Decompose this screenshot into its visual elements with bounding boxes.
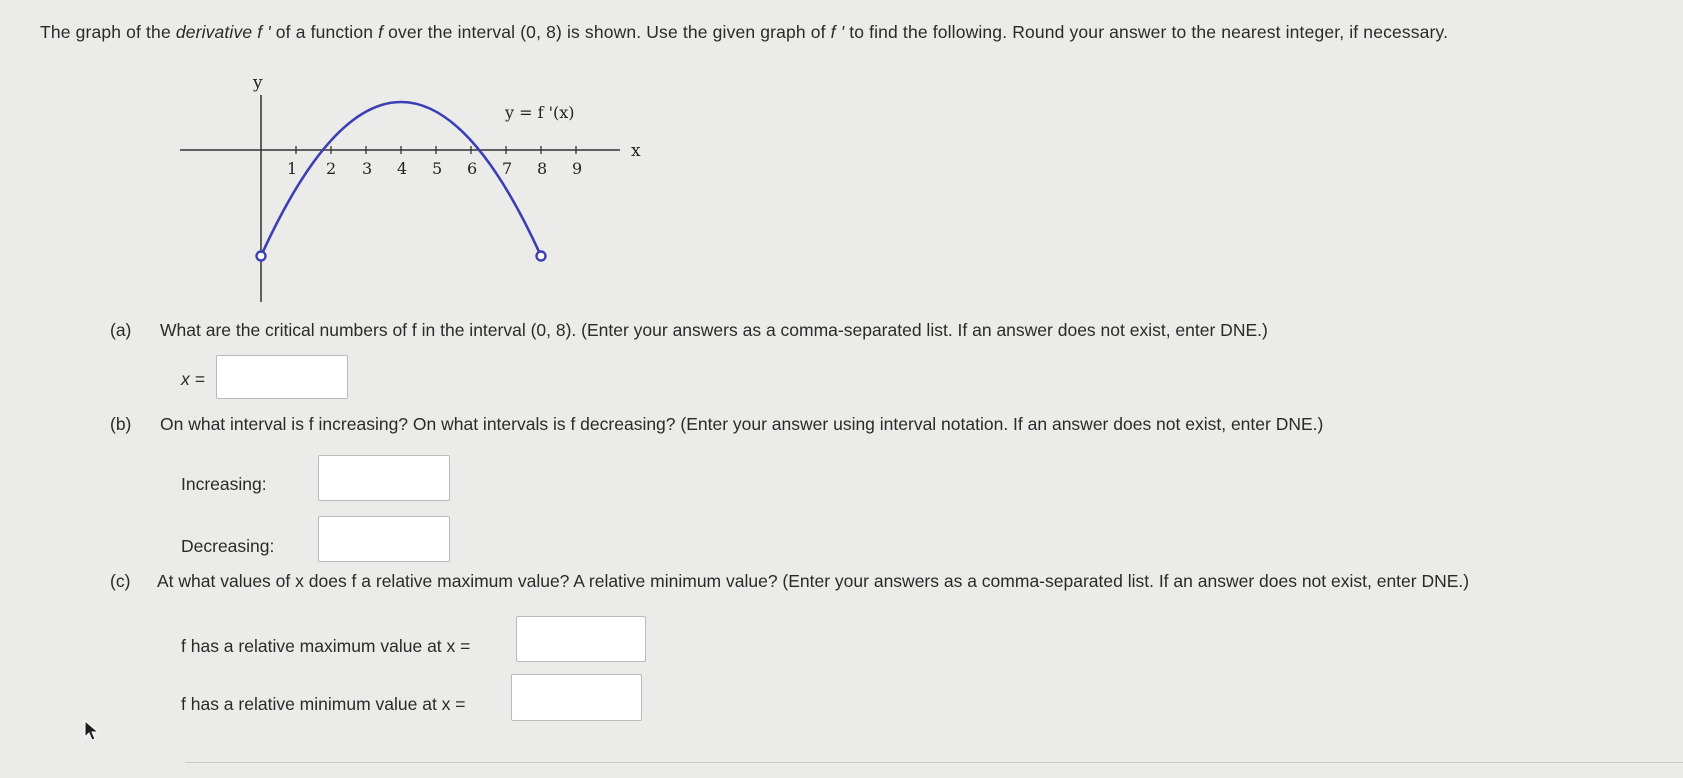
relative-min-label: f has a relative minimum value at x = <box>181 694 466 714</box>
decreasing-label: Decreasing: <box>181 536 275 556</box>
critical-numbers-input[interactable] <box>217 356 347 398</box>
critical-numbers-answer-box[interactable] <box>216 355 348 399</box>
x-tick-label: 7 <box>502 159 513 178</box>
mouse-pointer-icon <box>84 720 100 742</box>
x-tick-label: 8 <box>537 159 548 178</box>
x-tick-label: 5 <box>432 159 443 178</box>
relative-max-answer-box[interactable] <box>516 616 646 662</box>
part-letter: (c) <box>110 571 131 591</box>
curve-label: y = f '(x) <box>505 103 575 122</box>
x-tick-label: 1 <box>287 159 298 178</box>
x-tick-label: 4 <box>397 159 408 178</box>
part-letter: (a) <box>110 320 132 340</box>
problem-statement <box>40 22 1660 43</box>
part-letter: (b) <box>110 414 132 434</box>
relative-max-input[interactable] <box>517 617 645 661</box>
decreasing-input[interactable] <box>319 517 449 561</box>
intro-derivative: f ' <box>830 22 845 42</box>
increasing-label: Increasing: <box>181 474 267 494</box>
intro-text: The graph of the <box>40 22 176 42</box>
increasing-input[interactable] <box>319 456 449 500</box>
part-a-question: What are the critical numbers of f in the interval (0, 8). (Enter your answers as a comma-separated list. If an answer does not exist, enter DNE.) <box>160 320 1268 340</box>
open-endpoint-left <box>257 252 266 261</box>
y-axis-label: y <box>253 73 263 93</box>
intro-function: f <box>378 22 384 42</box>
intro-text: to find the following. Round your answer to the nearest integer, if necessary. <box>844 22 1449 42</box>
part-b-question: On what interval is f increasing? On what intervals is f decreasing? (Enter your answer using interval notation. If an answer does not exist, enter DNE.) <box>160 414 1324 434</box>
open-endpoint-right <box>537 252 546 261</box>
intro-text: of a function <box>270 22 379 42</box>
relative-min-answer-box[interactable] <box>511 674 642 721</box>
x-tick-label: 3 <box>362 159 373 178</box>
derivative-curve <box>261 102 541 256</box>
x-tick-label: 2 <box>326 159 337 178</box>
x-axis-label: x <box>631 141 641 161</box>
relative-max-label: f has a relative maximum value at x = <box>181 636 471 656</box>
intro-derivative: derivative f ' <box>175 22 271 42</box>
x-tick-label: 6 <box>467 159 478 178</box>
derivative-graph <box>175 70 665 310</box>
x-tick-label: 9 <box>572 159 583 178</box>
divider <box>185 762 1683 763</box>
intro-text: over the interval (0, 8) is shown. Use the given graph of <box>383 22 831 42</box>
relative-min-input[interactable] <box>512 675 641 720</box>
decreasing-answer-box[interactable] <box>318 516 450 562</box>
critical-numbers-label: x = <box>181 369 205 389</box>
increasing-answer-box[interactable] <box>318 455 450 501</box>
part-c-question: At what values of x does f a relative maximum value? A relative minimum value? (Enter your answers as a comma-separated list. If an answer does not exist, enter DNE.) <box>157 571 1470 591</box>
